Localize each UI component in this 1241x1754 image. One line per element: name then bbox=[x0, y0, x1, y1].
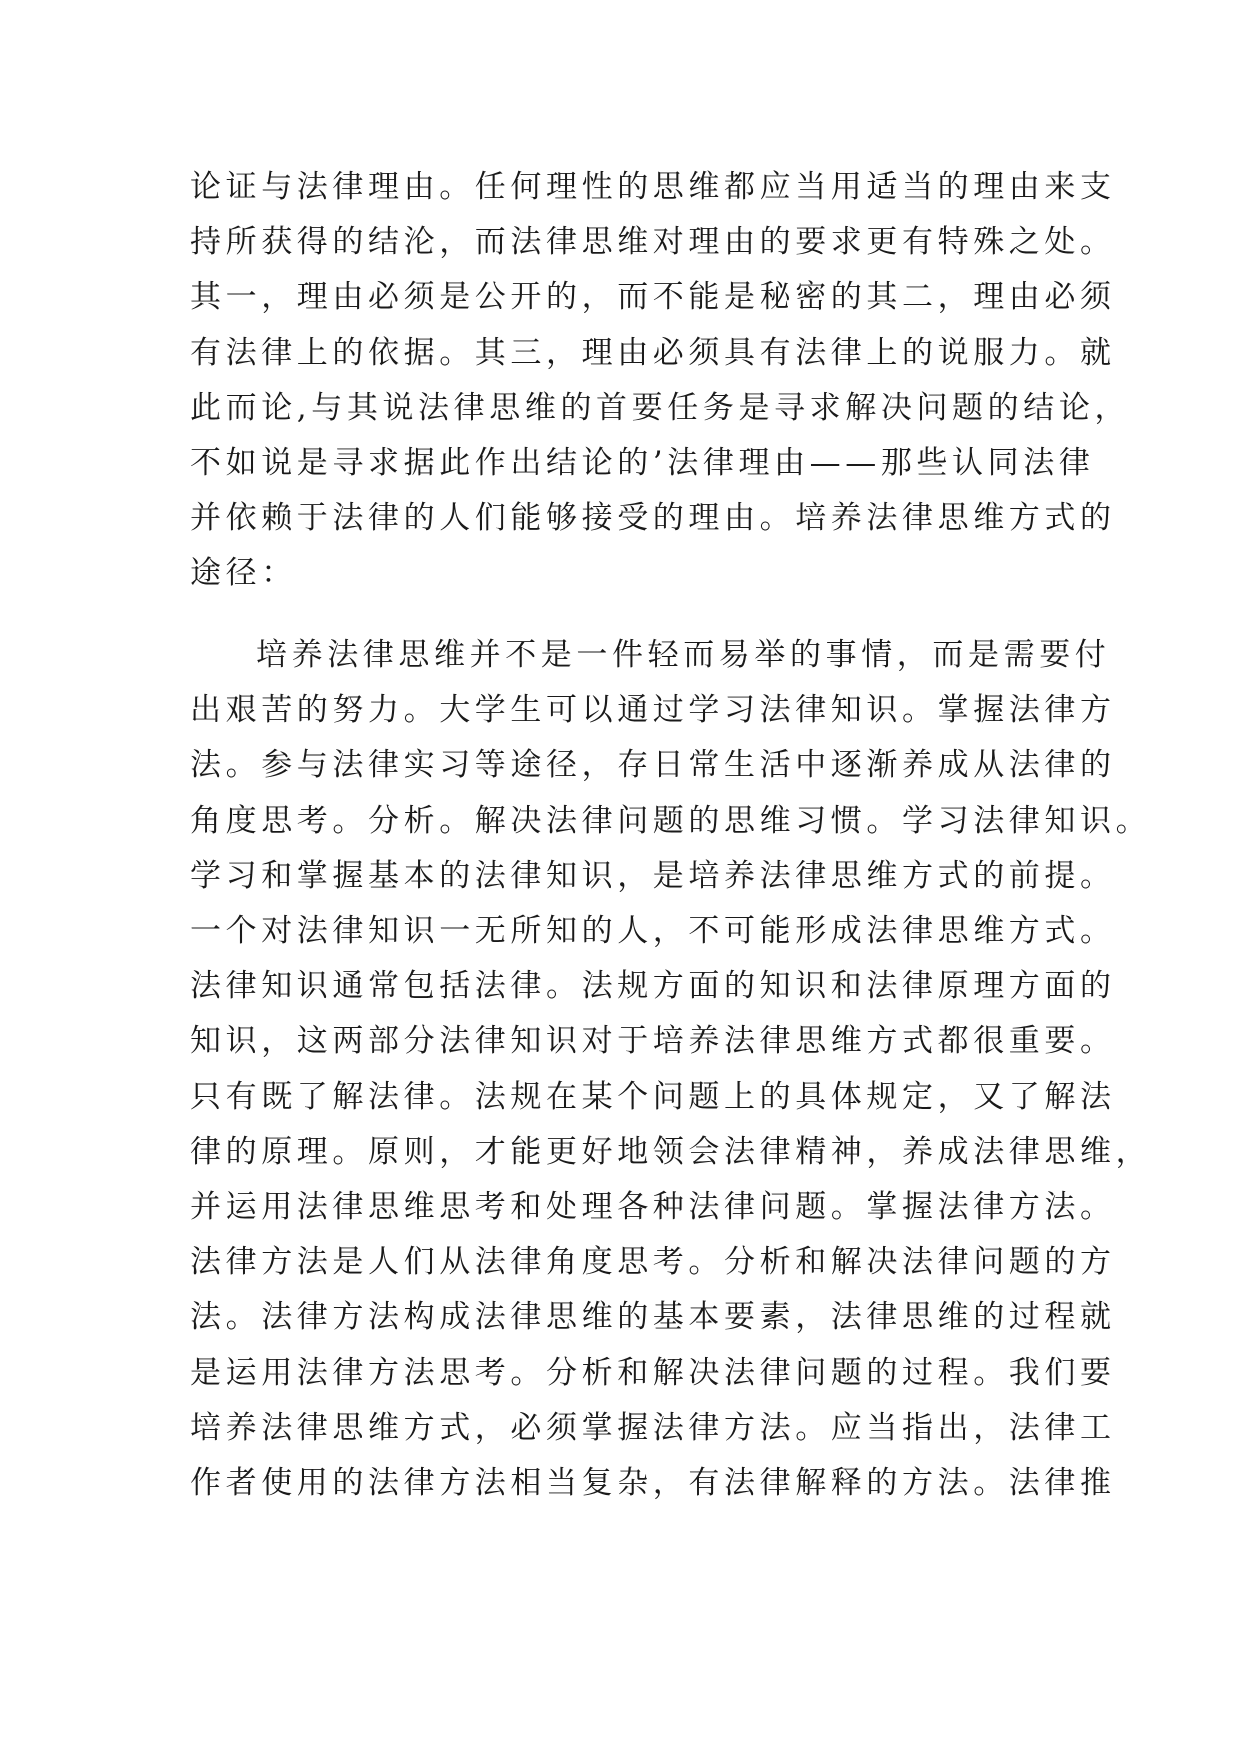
text-line: 律的原理。原则，才能更好地领会法律精神，养成法律思维， bbox=[190, 1133, 1152, 1170]
paragraph-2 bbox=[190, 628, 1152, 1511]
text-line: 只有既了解法律。法规在某个问题上的具体规定，又了解法 bbox=[190, 1078, 1116, 1115]
text-line: 此而论,与其说法律思维的首要任务是寻求解决问题的结论， bbox=[190, 389, 1131, 426]
text-line: 论证与法律理由。任何理性的思维都应当用适当的理由来支 bbox=[190, 169, 1116, 205]
text-line: 法律知识通常包括法律。法规方面的知识和法律原理方面的 bbox=[190, 968, 1116, 1005]
text-line: 学习和掌握基本的法律知识，是培养法律思维方式的前提。 bbox=[190, 857, 1116, 894]
text-line: 是运用法律方法思考。分析和解决法律问题的过程。我们要 bbox=[190, 1354, 1116, 1391]
text-line: 培养法律思维并不是一件轻而易举的事情，而是需要付 bbox=[256, 637, 1111, 673]
text-line: 法。法律方法构成法律思维的基本要素，法律思维的过程就 bbox=[190, 1299, 1116, 1336]
text-line: 并运用法律思维思考和处理各种法律问题。掌握法律方法。 bbox=[190, 1189, 1116, 1226]
text-line: 有法律上的依据。其三，理由必须具有法律上的说服力。就 bbox=[190, 334, 1116, 371]
text-line: 知识，这两部分法律知识对于培养法律思维方式都很重要。 bbox=[190, 1023, 1116, 1060]
text-line: 持所获得的结沦，而法律思维对理由的要求更有特殊之处。 bbox=[190, 224, 1116, 261]
text-line: 作者使用的法律方法相当复杂，有法律解释的方法。法律推 bbox=[190, 1465, 1116, 1502]
text-line: 其一，理由必须是公开的，而不能是秘密的其二，理由必须 bbox=[190, 279, 1116, 316]
text-line: 一个对法律知识一无所知的人，不可能形成法律思维方式。 bbox=[190, 913, 1116, 950]
paragraph-1 bbox=[190, 160, 1131, 602]
text-line: 法。参与法律实习等途径，存日常生活中逐渐养成从法律的 bbox=[190, 747, 1116, 784]
text-line: 培养法律思维方式，必须掌握法律方法。应当指出，法律工 bbox=[190, 1409, 1116, 1446]
text-line: 法律方法是人们从法律角度思考。分析和解决法律问题的方 bbox=[190, 1244, 1116, 1281]
text-line: 角度思考。分析。解决法律问题的思维习惯。学习法律知识。 bbox=[190, 802, 1152, 839]
text-line: 并依赖于法律的人们能够接受的理由。培养法律思维方式的 bbox=[190, 500, 1116, 537]
text-line: 不如说是寻求据此作出结论的’法律理由——那些认同法律 bbox=[190, 445, 1095, 482]
text-line: 出艰苦的努力。大学生可以通过学习法律知识。掌握法律方 bbox=[190, 692, 1116, 729]
text-line: 途径： bbox=[190, 555, 297, 592]
